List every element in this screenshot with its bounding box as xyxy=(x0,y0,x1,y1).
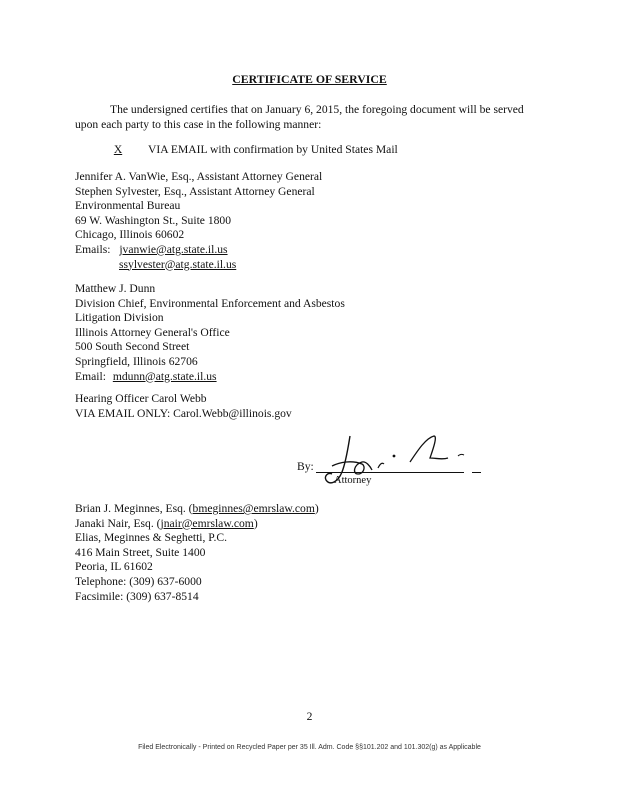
recipient2-line: Matthew J. Dunn xyxy=(75,282,156,295)
signature-line-tail xyxy=(472,472,481,473)
page-number: 2 xyxy=(306,710,313,723)
signer-line: Peoria, IL 61602 xyxy=(75,560,153,574)
intro-line-2: upon each party to this case in the following manner: xyxy=(75,118,322,131)
signer-line xyxy=(75,502,319,517)
recipient-block-1 xyxy=(75,170,322,272)
footer-notice: Filed Electronically - Printed on Recycled Paper per 35 Ill. Adm. Code §§101.202 and 101.302(g) as Applicable xyxy=(138,744,481,751)
signer-name: Brian J. Meginnes, Esq. ( xyxy=(75,502,193,515)
email-link[interactable]: jvanwie@atg.state.il.us xyxy=(119,242,228,256)
recipient1-line: Stephen Sylvester, Esq., Assistant Attorney General xyxy=(75,184,315,198)
page-title: CERTIFICATE OF SERVICE xyxy=(232,72,387,86)
email-link[interactable]: bmeginnes@emrslaw.com xyxy=(192,502,315,515)
recipient1-email-2 xyxy=(75,258,322,273)
via-email-only-label: VIA EMAIL ONLY: xyxy=(75,406,174,420)
attorney-label: Attorney xyxy=(334,475,372,486)
signer-name: Janaki Nair, Esq. ( xyxy=(75,516,161,530)
recipient2-line: Illinois Attorney General's Office xyxy=(75,325,230,339)
recipient-block-3 xyxy=(75,392,292,421)
email-link[interactable]: mdunn@atg.state.il.us xyxy=(112,369,217,383)
email-link[interactable]: jnair@emrslaw.com xyxy=(160,516,254,530)
signer-line: 416 Main Street, Suite 1400 xyxy=(75,545,206,559)
recipient3-line: Hearing Officer Carol Webb xyxy=(75,392,207,405)
signer-line xyxy=(75,517,319,532)
recipient2-line: 500 South Second Street xyxy=(75,340,190,354)
recipient2-line: Springfield, Illinois 62706 xyxy=(75,354,198,368)
intro-line-1: The undersigned certifies that on January 6, 2015, the foregoing document will be served xyxy=(110,103,524,116)
by-label: By: xyxy=(297,460,314,473)
recipient2-line: Litigation Division xyxy=(75,311,164,325)
signer-line: Telephone: (309) 637-6000 xyxy=(75,574,202,588)
recipient1-line: 69 W. Washington St., Suite 1800 xyxy=(75,213,232,227)
emails-label: Emails: xyxy=(75,242,111,256)
recipient3-email-line xyxy=(75,407,292,422)
recipient2-line: Division Chief, Environmental Enforcement and Asbestos xyxy=(75,296,345,310)
recipient2-email xyxy=(75,370,345,385)
service-checkbox xyxy=(103,143,133,158)
service-method: VIA EMAIL with confirmation by United States Mail xyxy=(148,143,398,156)
service-mark: X xyxy=(113,143,123,156)
signer-block xyxy=(75,502,319,604)
email-link[interactable]: Carol.Webb@illinois.gov xyxy=(173,406,292,420)
signer-line: Facsimile: (309) 637-8514 xyxy=(75,589,199,603)
signer-line: Elias, Meginnes & Seghetti, P.C. xyxy=(75,531,228,545)
email-label: Email: xyxy=(75,369,106,383)
paren: ) xyxy=(253,516,258,530)
recipient1-emails xyxy=(75,243,322,258)
recipient1-line: Jennifer A. VanWie, Esq., Assistant Attorney General xyxy=(75,170,323,183)
recipient1-line: Chicago, Illinois 60602 xyxy=(75,228,185,242)
recipient-block-2 xyxy=(75,282,345,384)
email-link[interactable]: ssylvester@atg.state.il.us xyxy=(119,257,237,271)
paren: ) xyxy=(314,502,319,515)
recipient1-line: Environmental Bureau xyxy=(75,199,181,213)
